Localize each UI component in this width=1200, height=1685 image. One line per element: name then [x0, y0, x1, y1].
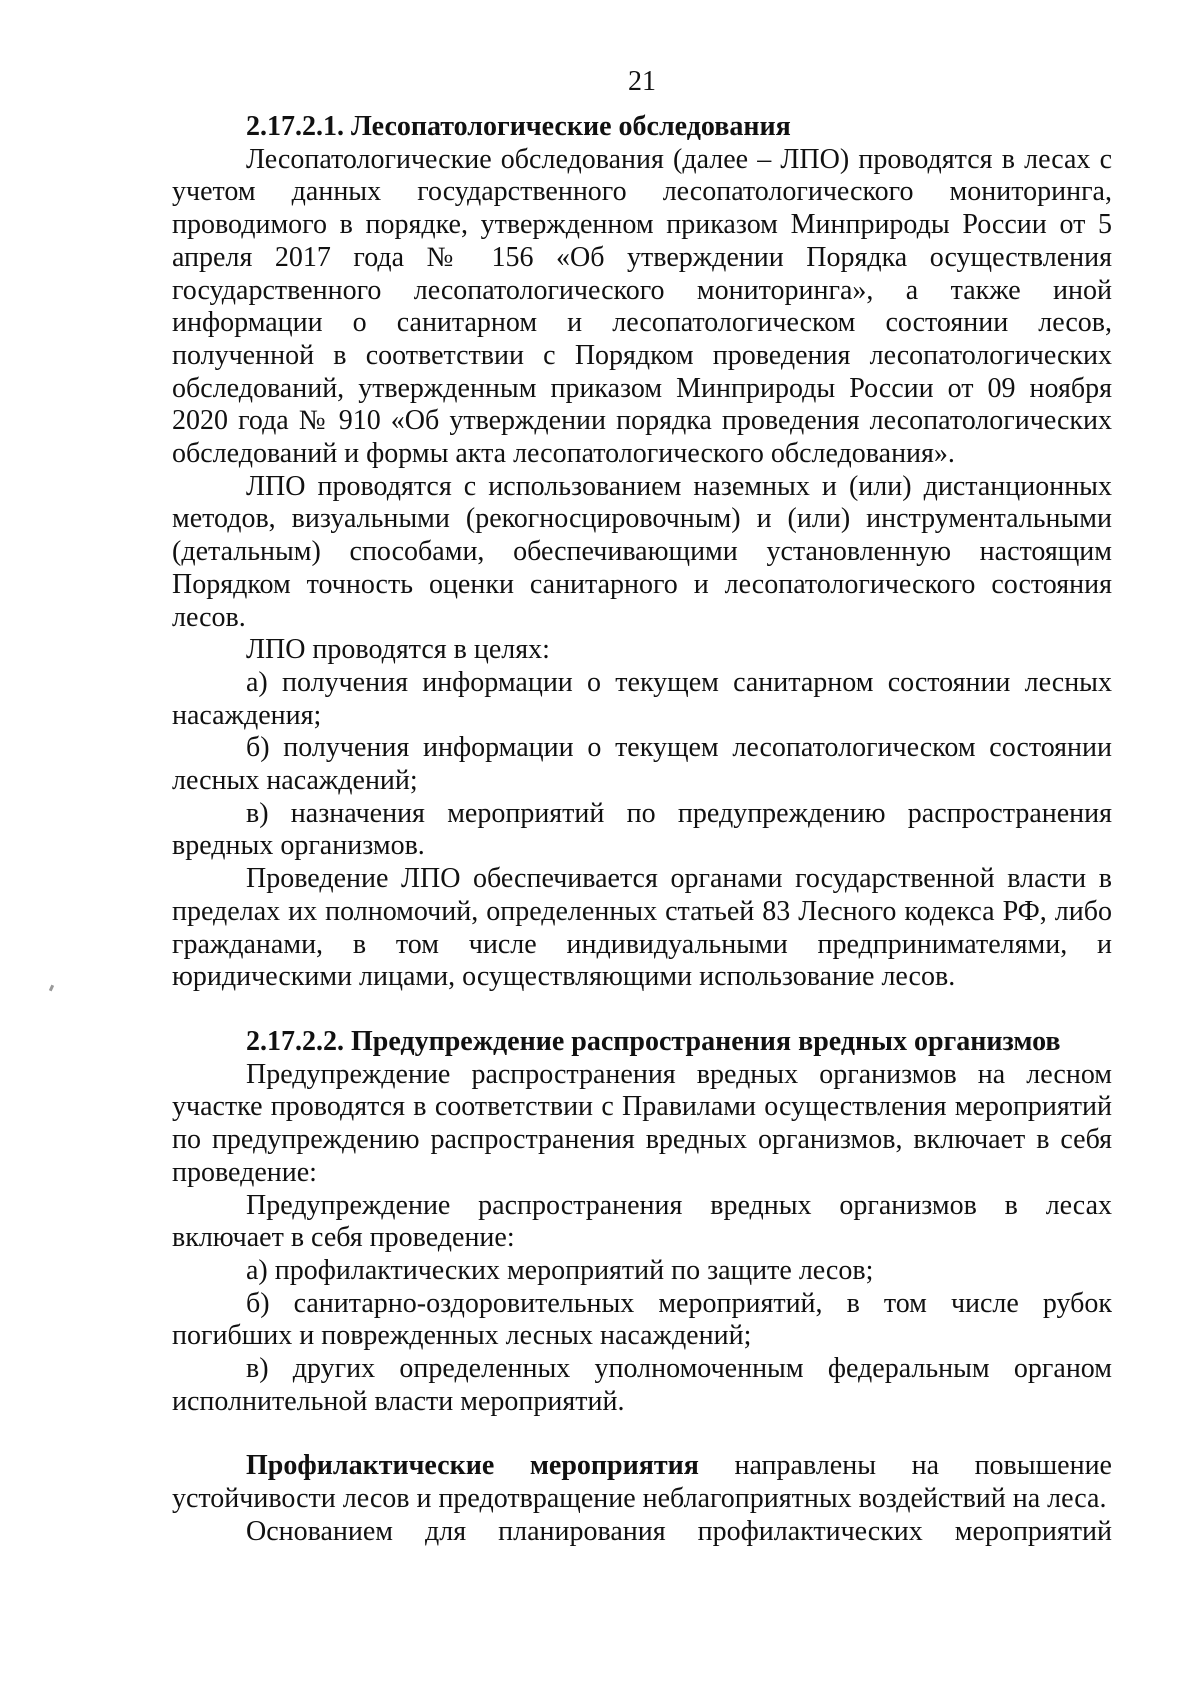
list-item-goal-a: а) получения информации о текущем санитарном состоянии лесных насаждения; [172, 666, 1112, 731]
scan-artifact [49, 985, 54, 992]
page-number: 21 [628, 66, 656, 97]
list-item-goal-c: в) назначения мероприятий по предупреждению распространения вредных организмов. [172, 797, 1112, 862]
document-body [172, 111, 1112, 1549]
list-item-measure-a: а) профилактических мероприятий по защите лесов; [246, 1254, 874, 1286]
list-item-goal-b: б) получения информации о текущем лесопатологическом состоянии лесных насаждений; [172, 732, 1112, 797]
paragraph-prevention-rules: Предупреждение распространения вредных организмов на лесном участке проводятся в соответствии с Правилами осуществления мероприятий по предупреждению распространения вредных организмов, включает в себя проведение: [172, 1058, 1112, 1188]
paragraph-planning-basis: Основанием для планирования профилактических мероприятий [246, 1515, 1112, 1547]
paragraph-lpo-goals-intro: ЛПО проводятся в целях: [246, 634, 550, 666]
section-heading-lpo: 2.17.2.1. Лесопатологические обследования [246, 111, 791, 142]
list-item-measure-b: б) санитарно-оздоровительных мероприятий, в том числе рубок погибших и поврежденных лесных насаждений; [172, 1287, 1112, 1352]
paragraph-lpo-methods: ЛПО проводятся с использованием наземных и (или) дистанционных методов, визуальными (рекогносцировочным) и (или) инструментальными (детальным) способами, обеспечивающими установленную настоящим Порядком точность оценки санитарного и лесопатологического состояния лесов. [172, 470, 1112, 633]
paragraph-preventive-measures [172, 1450, 1112, 1515]
list-item-measure-c: в) других определенных уполномоченным федеральным органом исполнительной власти мероприятий. [172, 1353, 1112, 1417]
paragraph-lpo-definition: Лесопатологические обследования (далее – ЛПО) проводятся в лесах с учетом данных государственного лесопатологического мониторинга, проводимого в порядке, утвержденном приказом Минприроды России от 5 апреля 2017 года № 156 «Об утверждении Порядка осуществления государственного лесопатологического мониторинга», а также иной информации о санитарном и лесопатологическом состоянии лесов, полученной в соответствии с Порядком проведения лесопатологических обследований, утвержденным приказом Минприроды России от 09 ноября 2020 года № 910 «Об утверждении порядка проведения лесопатологических обследований и формы акта лесопатологического обследования». [172, 143, 1112, 470]
paragraph-lpo-responsibility: Проведение ЛПО обеспечивается органами государственной власти в пределах их полномочий, определенных статьей 83 Лесного кодекса РФ, либо гражданами, в том числе индивидуальными предпринимателями, и юридическими лицами, осуществляющими использование лесов. [172, 863, 1112, 993]
paragraph-prevention-includes: Предупреждение распространения вредных организмов в лесах включает в себя проведение: [172, 1189, 1112, 1254]
section-gap [172, 994, 1112, 1026]
preventive-measures-text: направлены на повышение устойчивости лесов и предотвращение неблагоприятных воздействий на леса. [172, 1450, 1112, 1515]
section-gap [172, 1418, 1112, 1450]
bold-term-preventive-measures: Профилактические мероприятия [246, 1450, 699, 1482]
section-heading-pest-prevention: 2.17.2.2. Предупреждение распространения вредных организмов [246, 1025, 1061, 1057]
